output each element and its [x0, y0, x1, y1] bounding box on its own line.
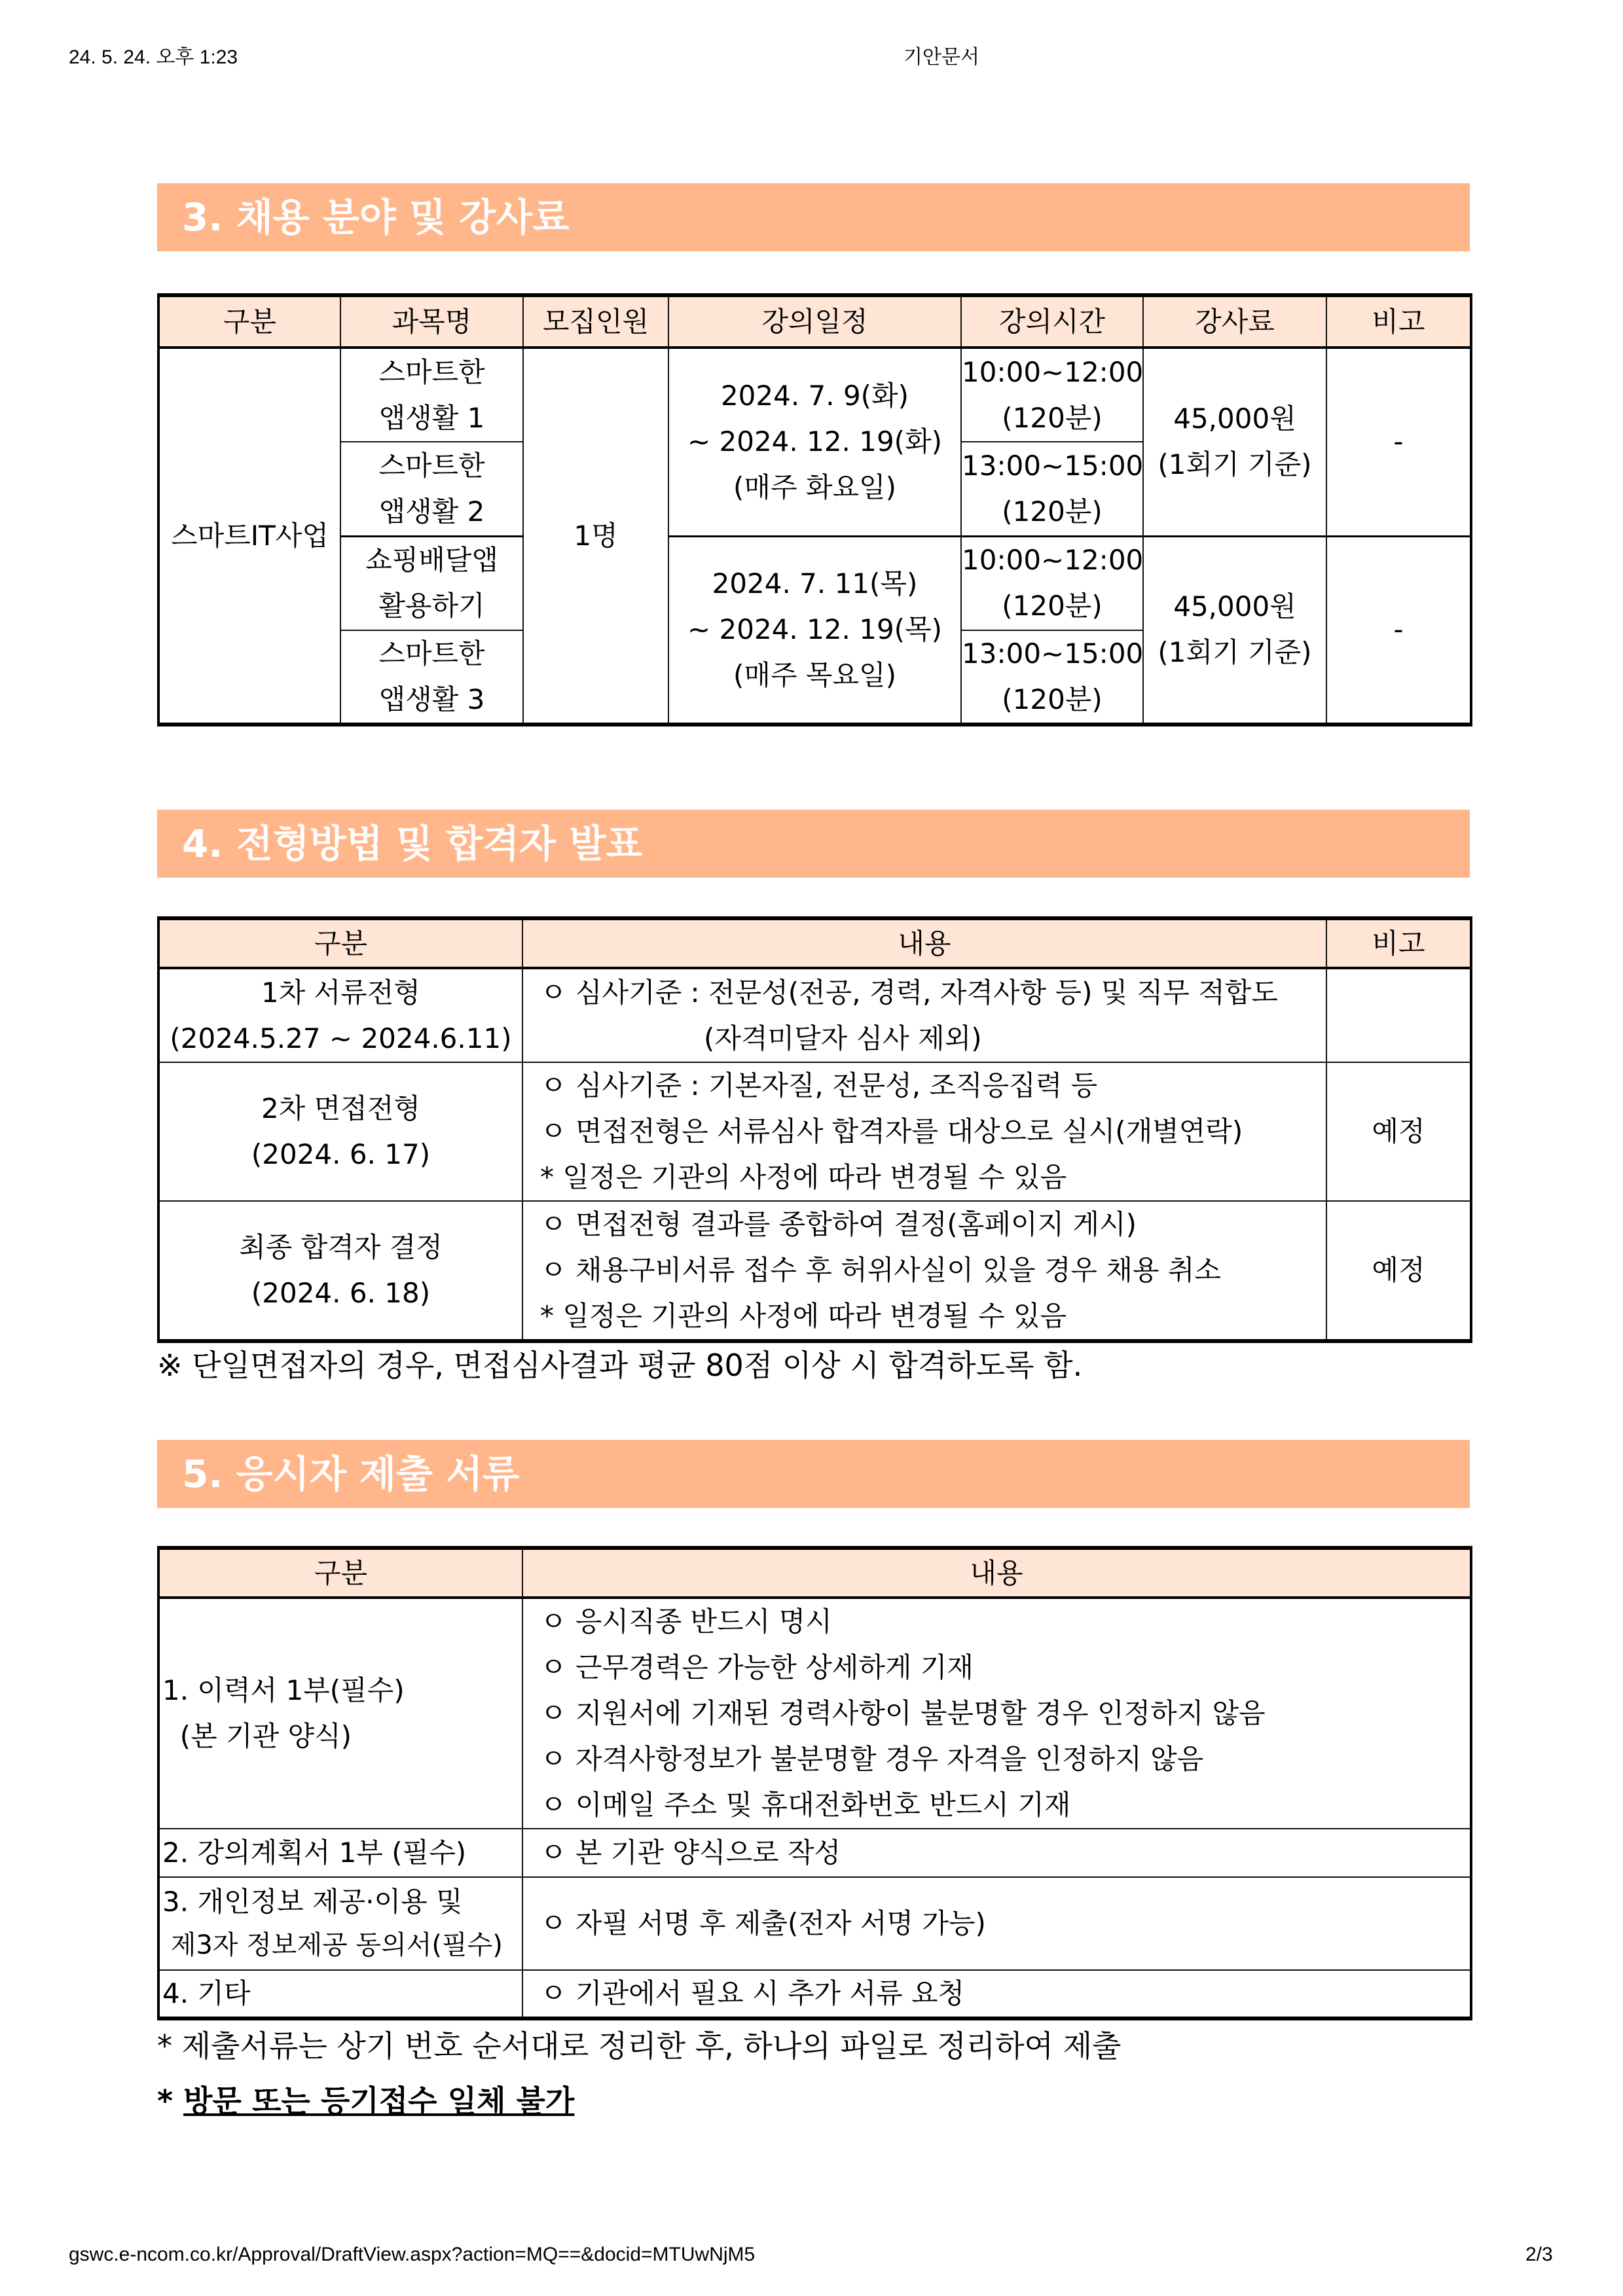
table-row	[158, 348, 1471, 442]
document-cell: 4. 기타	[158, 1970, 522, 2018]
print-title: 기안문서	[903, 46, 979, 68]
table-header-row	[158, 918, 1471, 968]
section5-title: 5. 응시자 제출 서류	[157, 1440, 1470, 1508]
col-header: 강의일정	[668, 295, 961, 348]
note-cell: 예정	[1326, 1201, 1471, 1341]
document-cell: 2. 강의계획서 1부 (필수)	[158, 1829, 522, 1877]
section4-footnote: ※ 단일면접자의 경우, 면접심사결과 평균 80점 이상 시 합격하도록 함.	[157, 1348, 1083, 1383]
content-cell: ㅇ 응시직종 반드시 명시 ㅇ 근무경력은 가능한 상세하게 기재 ㅇ 지원서에 기재된 경력사항이 불분명할 경우 인정하지 않음 ㅇ 자격사항정보가 불분명할 경우 자격을 인정하지 않음 ㅇ 이메일 주소 및 휴대전화번호 반드시 기재	[522, 1598, 1471, 1829]
col-header: 모집인원	[523, 295, 668, 348]
note-cell: 예정	[1326, 1062, 1471, 1201]
table-row	[158, 1970, 1471, 2018]
fee-cell: 45,000원 (1회기 기준)	[1143, 536, 1326, 725]
table-header-row	[158, 1548, 1471, 1598]
visit-note: * 방문 또는 등기접수 일체 불가	[157, 2083, 575, 2119]
table-row	[158, 1829, 1471, 1877]
category-cell: 스마트IT사업	[158, 348, 340, 725]
content-cell: ㅇ 면접전형 결과를 종합하여 결정(홈페이지 게시) ㅇ 채용구비서류 접수 후 허위사실이 있을 경우 채용 취소 * 일정은 기관의 사정에 따라 변경될 수 있음	[522, 1201, 1326, 1341]
content-cell: ㅇ 기관에서 필요 시 추가 서류 요청	[522, 1970, 1471, 2018]
print-url: gswc.e-ncom.co.kr/Approval/DraftView.aspx?action=MQ==&docid=MTUwNjM5	[69, 2244, 756, 2265]
note-cell: -	[1326, 348, 1471, 536]
time-cell: 13:00~15:00 (120분)	[961, 630, 1143, 725]
content-cell: ㅇ 본 기관 양식으로 작성	[522, 1829, 1471, 1877]
stage-cell: 2차 면접전형 (2024. 6. 17)	[158, 1062, 522, 1201]
time-cell: 10:00~12:00 (120분)	[961, 536, 1143, 630]
content-cell: ㅇ 자필 서명 후 제출(전자 서명 가능)	[522, 1877, 1471, 1970]
table-row	[158, 536, 1471, 630]
visit-note-emphasis: 방문 또는 등기접수 일체 불가	[183, 2083, 575, 2119]
col-header: 구분	[158, 1548, 522, 1598]
table-row	[158, 1201, 1471, 1341]
section4-title: 4. 전형방법 및 합격자 발표	[157, 810, 1470, 878]
col-header: 내용	[522, 1548, 1471, 1598]
time-cell: 13:00~15:00 (120분)	[961, 442, 1143, 536]
course-name-cell: 쇼핑배달앱 활용하기	[340, 536, 523, 630]
col-header: 비고	[1326, 918, 1471, 968]
schedule-cell: 2024. 7. 11(목) ~ 2024. 12. 19(목) (매주 목요일)	[668, 536, 961, 725]
section4-table	[157, 916, 1472, 1343]
stage-cell: 1차 서류전형 (2024.5.27 ~ 2024.6.11)	[158, 968, 522, 1062]
col-header: 과목명	[340, 295, 523, 348]
table-header-row	[158, 295, 1471, 348]
note-cell	[1326, 968, 1471, 1062]
document-cell: 1. 이력서 1부(필수) (본 기관 양식)	[158, 1598, 522, 1829]
print-datetime: 24. 5. 24. 오후 1:23	[69, 46, 238, 68]
course-name-cell: 스마트한 앱생활 2	[340, 442, 523, 536]
content-cell: ㅇ 심사기준 : 전문성(전공, 경력, 자격사항 등) 및 직무 적합도 (자격미달자 심사 제외)	[522, 968, 1326, 1062]
table-row	[158, 968, 1471, 1062]
col-header: 구분	[158, 295, 340, 348]
section5-table	[157, 1546, 1472, 2020]
col-header: 내용	[522, 918, 1326, 968]
col-header: 구분	[158, 918, 522, 968]
submission-note: * 제출서류는 상기 번호 순서대로 정리한 후, 하나의 파일로 정리하여 제출	[157, 2028, 1122, 2064]
note-cell: -	[1326, 536, 1471, 725]
section3-title: 3. 채용 분야 및 강사료	[157, 183, 1470, 251]
print-page-number: 2/3	[1525, 2244, 1553, 2265]
time-cell: 10:00~12:00 (120분)	[961, 348, 1143, 442]
col-header: 강의시간	[961, 295, 1143, 348]
course-name-cell: 스마트한 앱생활 3	[340, 630, 523, 725]
section3-table	[157, 293, 1472, 726]
stage-cell: 최종 합격자 결정 (2024. 6. 18)	[158, 1201, 522, 1341]
schedule-cell: 2024. 7. 9(화) ~ 2024. 12. 19(화) (매주 화요일)	[668, 348, 961, 536]
col-header: 강사료	[1143, 295, 1326, 348]
fee-cell: 45,000원 (1회기 기준)	[1143, 348, 1326, 536]
col-header: 비고	[1326, 295, 1471, 348]
table-row	[158, 1062, 1471, 1201]
document-cell: 3. 개인정보 제공·이용 및 제3자 정보제공 동의서(필수)	[158, 1877, 522, 1970]
headcount-cell: 1명	[523, 348, 668, 725]
table-row	[158, 1598, 1471, 1829]
course-name-cell: 스마트한 앱생활 1	[340, 348, 523, 442]
content-cell: ㅇ 심사기준 : 기본자질, 전문성, 조직응집력 등 ㅇ 면접전형은 서류심사 합격자를 대상으로 실시(개별연락) * 일정은 기관의 사정에 따라 변경될 수 있음	[522, 1062, 1326, 1201]
table-row	[158, 1877, 1471, 1970]
